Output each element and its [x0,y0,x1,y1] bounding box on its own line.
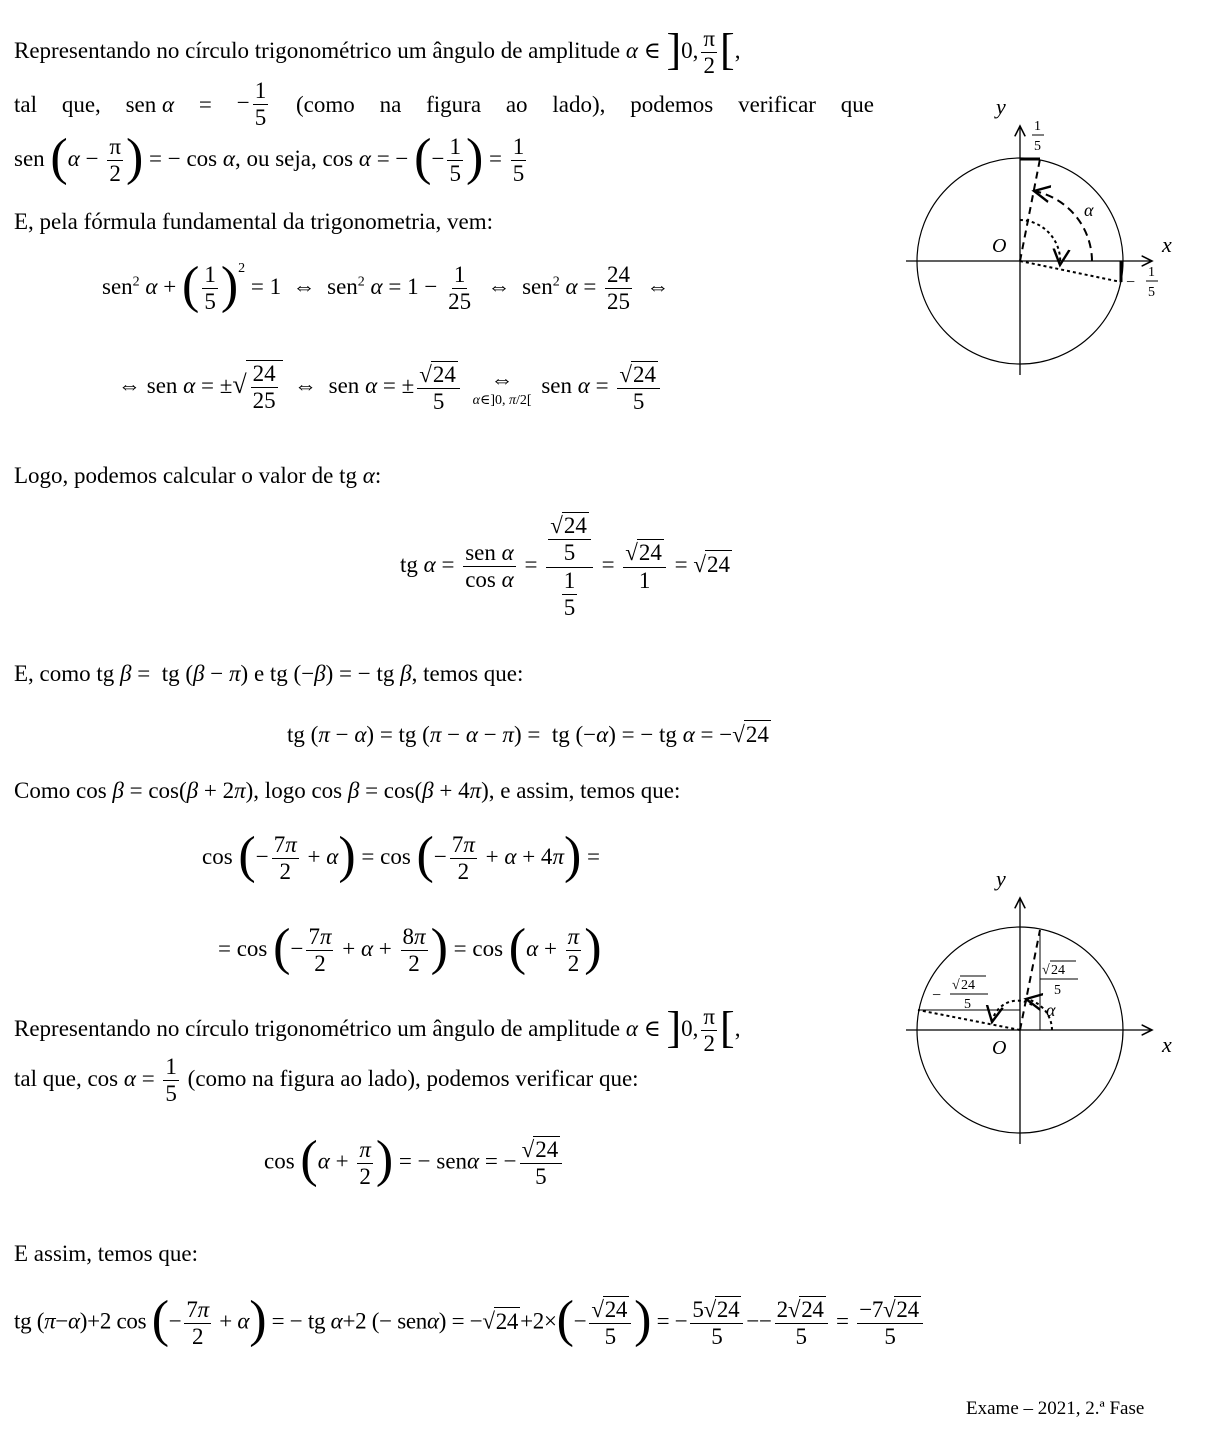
svg-text:−: − [1126,274,1136,291]
p1-line1: Representando no círculo trigonométrico um ângulo de amplitude α ∈ ]0, $\frac{\pi}{2}$ [, [14,24,741,79]
fig1-alpha: α [1084,200,1094,220]
p3: E, como tg β = tg (β − π) e tg (−β) = − tg β, temos que: [14,661,524,686]
svg-text:√: √ [1042,963,1050,978]
p5-line1: Representando no círculo trigonométrico um ângulo de amplitude α ∈ ]0, $\frac{\pi}{2}$ [, [14,1002,741,1057]
svg-text:1: 1 [1034,119,1041,134]
w-que2: que [840,92,874,118]
w-como: (como [296,92,355,118]
p6: E assim, temos que: [14,1241,198,1266]
eq3: tg α = $\frac{\text{sen α}}{\text{cos α}}$ = $\frac{\frac{√24}{5}}{\frac{1}{5}}$ = $\frac{√24}{1}$ = √24 [400,513,731,621]
w-podemos: podemos [630,92,714,118]
fig1-y: y [996,94,1006,119]
p4: Como cos β = cos(β + 2π), logo cos β = cos(β + 4π), e assim, temos que: [14,778,681,803]
w-sen: sen α [125,92,175,118]
fig1-O: O [992,235,1007,257]
fig2-x: x [1162,1032,1172,1057]
p1-line4: E, pela fórmula fundamental da trigonometria, vem: [14,209,494,234]
svg-text:√: √ [952,978,960,993]
p1-line2 [14,78,874,132]
fig2-alpha: α [1046,1000,1056,1020]
w-ao: ao [505,92,528,118]
fig2-O: O [992,1037,1007,1059]
eq5: cos (− $\frac{7\pi}{2}$ + α) = cos (− $\frac{7\pi}{2}$ + α + 4π) = [202,826,601,885]
fig2-right-label [1040,961,1078,998]
eq1: sen$^2$ α + ( $\frac{1}{5}$ )$^2$ = 1 ⇔ sen$^2$ α = 1 − $\frac{1}{25}$ ⇔ sen$^2$ α = $\frac{24}{25}$ ⇔ [102,256,670,315]
svg-text:5: 5 [1054,983,1061,998]
w-que: que, [61,92,101,118]
p1-line3: sen (α − $\frac{\pi}{2}$ ) = − cos α, ou seja, cos α = − (− $\frac{1}{5}$ ) = $\frac{1}{5}$ [14,128,525,187]
eq6: = cos (− $\frac{7\pi}{2}$ + α + $\frac{8\pi}{2}$ ) = cos (α + $\frac{\pi}{2}$ ) [218,918,602,977]
svg-text:−: − [932,987,942,1004]
unit-circle-figure-1 [900,90,1200,390]
p2: Logo, podemos calcular o valor de tg α: [14,463,382,488]
eq2: ⇔ sen α = ±√ $\frac{24}{25}$ ⇔ sen α = ± $\frac{√24}{5}$ ⇔ α∈]0, π/2[ sen α = $\frac{√24}{5}$ [118,360,663,415]
eq7: cos (α + $\frac{\pi}{2}$ ) = − senα = − $\frac{√24}{5}$ [264,1136,565,1191]
unit-circle-figure-2 [900,862,1200,1162]
w-verificar: verificar [738,92,816,118]
eq8: tg (π−α)+2 cos (− $\frac{7\pi}{2}$ + α) = − tg α+2 (− senα) = −√24+2×(− $\frac{√24}{5}$ ) = − $\frac{5√24}{5}$ −− $\frac{2√24}{5}$ = $\frac{-7√24}{5}$ [14,1296,926,1351]
w-tal: tal [14,92,37,118]
w-figura: figura [426,92,482,118]
w-minus15: − $\frac{1}{5}$ [236,78,267,131]
p5-line2: tal que, cos α = $\frac{1}{5}$ (como na figura ao lado), podemos verificar que: [14,1054,639,1107]
svg-text:24: 24 [1051,963,1065,978]
p5-line1-text: Representando no círculo trigonométrico um ângulo de amplitude [14,1016,621,1042]
fig1-top-label [1032,119,1044,154]
svg-text:5: 5 [964,997,971,1012]
svg-text:24: 24 [961,978,975,993]
p1-line1-text: Representando no círculo trigonométrico um ângulo de amplitude [14,38,621,64]
fig2-left-label [932,976,988,1012]
fig2-y: y [996,866,1006,891]
w-na: na [379,92,402,118]
footer: Exame – 2021, 2.ª Fase [966,1398,1145,1419]
eq4: tg (π − α) = tg (π − α − π) = tg (−α) = − tg α = −√24 [287,722,769,747]
svg-text:5: 5 [1148,285,1155,300]
fig1-x: x [1162,232,1172,257]
svg-text:1: 1 [1148,265,1155,280]
svg-text:5: 5 [1034,139,1041,154]
w-lado: lado), [552,92,606,118]
w-eq: = [198,92,212,118]
fig1-right-label [1126,265,1158,300]
